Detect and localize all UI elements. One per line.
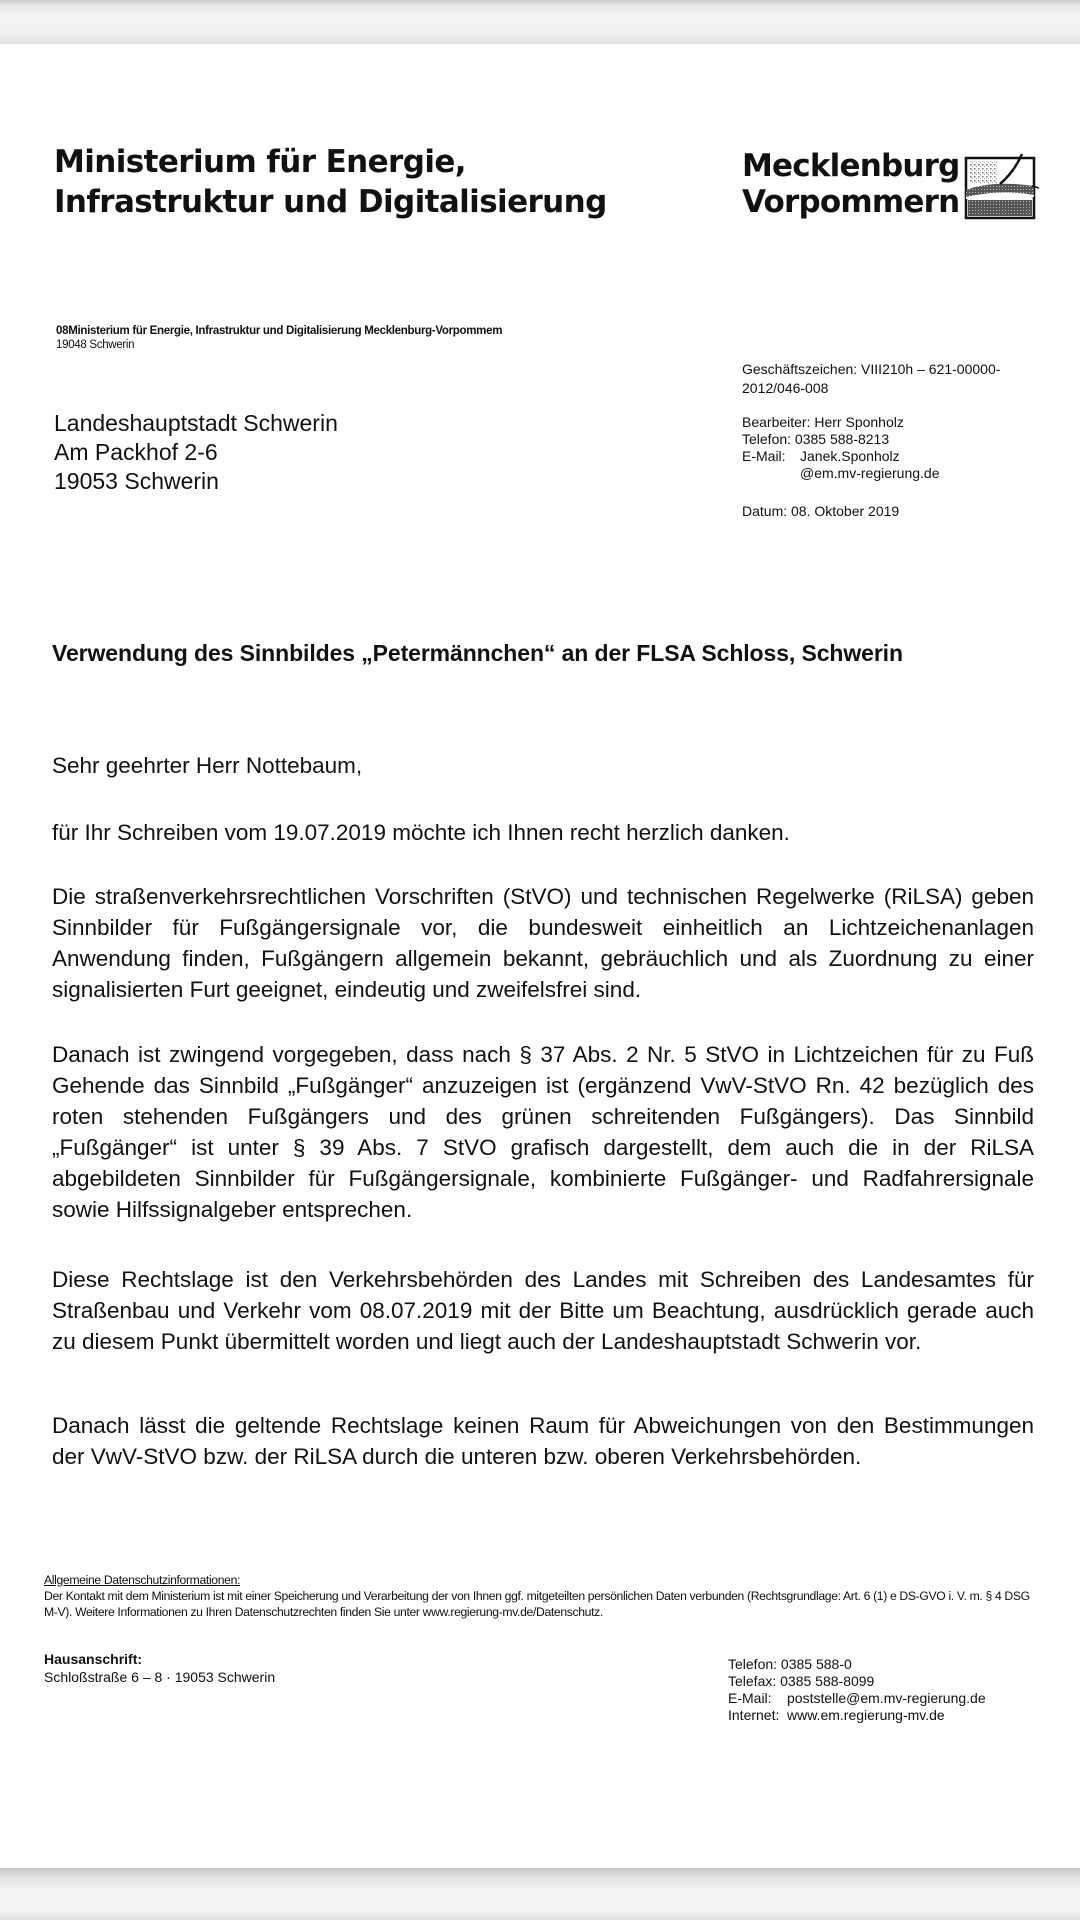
recipient-line3: 19053 Schwerin	[54, 468, 219, 494]
footer-email[interactable]: poststelle@em.mv-regierung.de	[787, 1690, 986, 1706]
ministry-name	[54, 142, 607, 222]
letter-date: Datum: 08. Oktober 2019	[742, 503, 900, 519]
clerk-email-line2[interactable]: @em.mv-regierung.de	[800, 465, 940, 481]
privacy-title: Allgemeine Datenschutzinformationen:	[44, 1573, 241, 1587]
state-name-line1: Mecklenburg	[742, 148, 960, 184]
return-address-line2: 19048 Schwerin	[56, 339, 135, 351]
reference-line2: 2012/046-008	[742, 380, 829, 396]
clerk-name: Bearbeiter: Herr Sponholz	[742, 414, 904, 430]
body-paragraph-2: Die straßenverkehrsrechtlichen Vorschriften (StVO) und technischen Regelwerke (RiLSA) geben Sinnbilder für Fußgängersignale vor, die bundesweit einheitlich an Lichtzeichenanlagen Anwendung finden, Fußgängern allgemein bekannt, gebräuchlich und als Zuordnung zu einer signalisierten Furt geeignet, eindeutig und zweifelsfrei sind.	[52, 884, 1034, 1002]
footer-email-label: E-Mail:	[728, 1690, 772, 1706]
body-paragraph-4: Diese Rechtslage ist den Verkehrsbehörden des Landes mit Schreiben des Landesamtes für Straßenbau und Verkehr vom 08.07.2019 mit der Bitte um Beachtung, ausdrücklich gerade auch zu diesem Punkt übermittelt worden und liegt auch der Landeshauptstadt Schwerin vor.	[52, 1267, 1034, 1354]
clerk-contact	[742, 414, 940, 482]
footer-internet-link[interactable]: www.em.regierung-mv.de	[787, 1707, 945, 1723]
letter-subject: Verwendung des Sinnbildes „Petermännchen“ an der FLSA Schloss, Schwerin	[52, 640, 903, 666]
body-paragraph-5: Danach lässt die geltende Rechtslage keinen Raum für Abweichungen von den Bestimmungen der VwV-StVO bzw. der RiLSA durch die unteren bzw. oberen Verkehrsbehörden.	[52, 1413, 1034, 1469]
house-address-label: Hausanschrift:	[44, 1651, 143, 1667]
state-name-line2: Vorpommern	[742, 184, 960, 220]
letter-page	[0, 44, 1080, 1868]
ministry-name-line2: Infrastruktur und Digitalisierung	[54, 184, 607, 220]
reference-line1: Geschäftszeichen: VIII210h – 621-00000-	[742, 361, 1001, 377]
body-paragraph-3: Danach ist zwingend vorgegeben, dass nach § 37 Abs. 2 Nr. 5 StVO in Lichtzeichen für zu Fuß Gehende das Sinnbild „Fußgänger“ anzuzeigen ist (ergänzend VwV-StVO Rn. 42 bezüglich des roten stehenden Fußgängers und des grünen schreitenden Fußgängers). Das Sinnbild „Fußgänger“ ist unter § 39 Abs. 7 StVO grafisch dargestellt, dem auch die in der RiLSA abgebildeten Sinnbilder für Fußgängersignale, kombinierte Fußgänger- und Radfahrersignale sowie Hilfssignalgeber entsprechen.	[52, 1042, 1034, 1222]
recipient-line2: Am Packhof 2-6	[54, 439, 218, 465]
clerk-phone: Telefon: 0385 588-8213	[742, 431, 890, 447]
return-address-line1: 08Ministerium für Energie, Infrastruktur und Digitalisierung Mecklenburg-Vorpommem	[56, 325, 503, 337]
body-paragraph-1: für Ihr Schreiben vom 19.07.2019 möchte ich Ihnen recht herzlich danken.	[52, 820, 790, 845]
viewer-top-bar	[0, 0, 1080, 44]
recipient-line1: Landeshauptstadt Schwerin	[54, 410, 338, 436]
clerk-email-line1[interactable]: Janek.Sponholz	[800, 448, 900, 464]
ministry-name-line1: Ministerium für Energie,	[54, 144, 466, 180]
privacy-notice	[44, 1572, 1034, 1620]
house-address-value: Schloßstraße 6 – 8 · 19053 Schwerin	[44, 1669, 276, 1685]
recipient-address	[54, 409, 338, 496]
privacy-text: Der Kontakt mit dem Ministerium ist mit einer Speicherung und Verarbeitung der von Ihnen ggf. mitgeteilten persönlichen Daten verbunden (Rechtsgrundlage: Art. 6 (1) e DS-GVO i. V. m. § 4 DSG M-V). Weitere Informationen zu Ihren Datenschutzrechten finden Sie unter www.regierung-mv.de/Datenschutz.	[44, 1589, 1030, 1619]
house-address	[44, 1650, 275, 1686]
salutation: Sehr geehrter Herr Nottebaum,	[52, 753, 363, 778]
footer-phone: Telefon: 0385 588-0	[728, 1656, 852, 1672]
state-name	[742, 148, 960, 220]
mv-state-logo-icon	[962, 152, 1040, 222]
footer-fax: Telefax: 0385 588-8099	[728, 1673, 875, 1689]
clerk-email-label: E-Mail:	[742, 448, 786, 464]
footer-internet-label: Internet:	[728, 1707, 780, 1723]
return-address	[56, 324, 502, 352]
reference-number	[742, 360, 1000, 398]
viewer-bottom-bar	[0, 1868, 1080, 1920]
footer-contact	[728, 1656, 986, 1724]
